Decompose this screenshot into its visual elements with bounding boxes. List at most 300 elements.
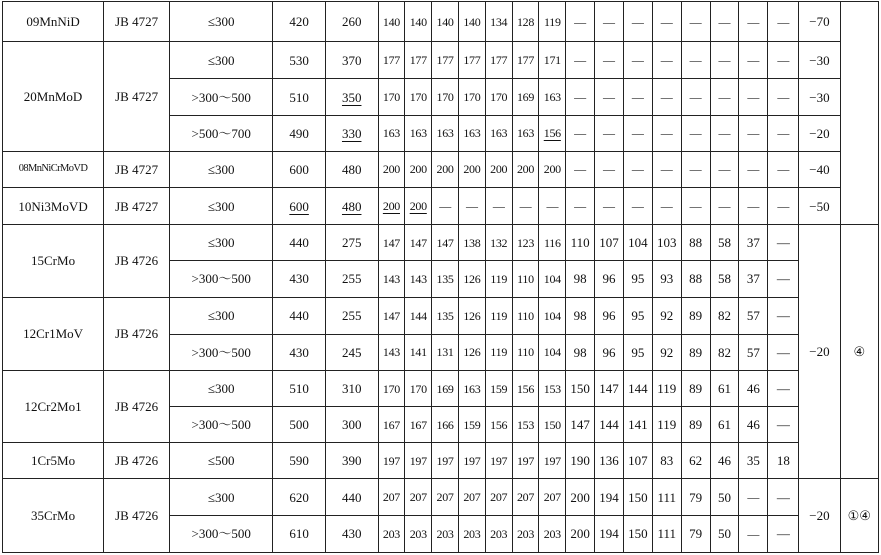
tensile-strength-cell-text: 530 (289, 52, 309, 68)
stress-value-cell (623, 42, 652, 79)
stress-value-cell (623, 187, 652, 224)
yield-strength-cell (325, 334, 378, 370)
stress-value-cell (485, 115, 512, 151)
stress-value-cell-text: 111 (657, 526, 677, 542)
stress-value-cell-text: 96 (602, 271, 616, 287)
stress-value-cell-text: — (660, 126, 673, 141)
stress-value-cell (739, 407, 768, 443)
yield-strength-cell-text: 480 (341, 198, 362, 214)
stress-value-cell (710, 151, 739, 187)
stress-value-cell-text: 98 (573, 308, 587, 324)
stress-value-cell (512, 187, 539, 224)
stress-value-cell-text: — (466, 199, 478, 214)
tensile-strength-cell-text: 600 (289, 198, 309, 214)
stress-value-cell (681, 151, 710, 187)
steel-grade-cell (3, 2, 104, 42)
thickness-cell (170, 407, 273, 443)
stress-value-cell (566, 407, 595, 443)
stress-value-cell-text: 177 (382, 53, 400, 68)
yield-strength-cell-text: 440 (341, 489, 362, 505)
thickness-cell (170, 151, 273, 187)
standard-cell-text: JB 4726 (115, 253, 159, 269)
stress-value-cell (595, 297, 624, 334)
stress-value-cell (432, 297, 459, 334)
tensile-strength-cell-text: 500 (289, 417, 309, 433)
min-temperature-cell-text: −30 (809, 89, 830, 105)
stress-value-cell-text: 163 (436, 126, 454, 141)
standard-cell (104, 443, 170, 479)
stress-value-cell-text: 119 (490, 308, 508, 323)
thickness-cell-text: ≤500 (207, 453, 235, 469)
stress-value-cell-text: 96 (602, 344, 616, 360)
note-cell-text: ④ (853, 344, 866, 360)
stress-value-cell (485, 187, 512, 224)
stress-value-cell (739, 225, 768, 261)
min-temperature-cell-text: −20 (809, 508, 830, 524)
stress-value-cell-text: — (718, 53, 731, 68)
stress-value-cell (458, 225, 485, 261)
stress-value-cell-text: 156 (543, 126, 561, 141)
stress-value-cell (405, 515, 432, 552)
min-temperature-cell (799, 151, 840, 187)
stress-value-cell (595, 261, 624, 297)
stress-value-cell-text: 126 (463, 271, 481, 286)
yield-strength-cell-text: 390 (341, 453, 362, 469)
table-row (3, 479, 879, 515)
standard-cell (104, 2, 170, 42)
stress-value-cell (405, 2, 432, 42)
stress-value-cell-text: 153 (543, 381, 561, 396)
stress-value-cell-text: 197 (436, 453, 454, 468)
stress-value-cell-text: 83 (660, 453, 674, 469)
thickness-cell (170, 370, 273, 406)
stress-value-cell-text: 144 (409, 308, 427, 323)
note-cell-text: ①④ (847, 508, 871, 524)
stress-value-cell-text: 167 (382, 417, 400, 432)
stress-value-cell-text: — (492, 199, 505, 214)
stress-value-cell-text: — (689, 199, 702, 214)
stress-value-cell (595, 187, 624, 224)
tensile-strength-cell-text: 440 (289, 308, 309, 324)
stress-value-cell (378, 334, 405, 370)
min-temperature-cell-text: −30 (809, 52, 830, 68)
thickness-cell-text: ≤300 (207, 381, 235, 396)
thickness-cell-text: ≤300 (207, 308, 235, 324)
stress-value-cell-text: 61 (718, 417, 732, 433)
stress-value-cell (485, 42, 512, 79)
stress-value-cell-text: 104 (543, 271, 561, 286)
stress-value-cell (539, 79, 566, 115)
stress-value-cell-text: — (777, 53, 790, 68)
stress-value-cell-text: — (747, 53, 760, 68)
table-row (3, 225, 879, 261)
stress-value-cell-text: — (660, 14, 673, 29)
stress-value-cell (539, 225, 566, 261)
stress-value-cell (512, 334, 539, 370)
stress-value-cell-text: 147 (570, 417, 590, 433)
stress-value-cell-text: 89 (689, 417, 703, 433)
min-temperature-cell-text: −20 (809, 125, 830, 141)
stress-value-cell-text: 177 (463, 53, 481, 68)
yield-strength-cell-text: 255 (341, 271, 362, 287)
stress-value-cell-text: — (776, 344, 790, 360)
standard-cell-text: JB 4726 (115, 326, 159, 342)
stress-value-cell-text: 126 (463, 308, 481, 323)
stress-value-cell-text: — (718, 126, 731, 141)
stress-value-cell (405, 115, 432, 151)
stress-value-cell (566, 515, 595, 552)
stress-value-cell (405, 297, 432, 334)
stress-value-cell (458, 151, 485, 187)
stress-value-cell (539, 261, 566, 297)
min-temperature-cell (799, 79, 840, 115)
stress-value-cell (681, 115, 710, 151)
yield-strength-cell (325, 515, 378, 552)
stress-value-cell-text: 119 (543, 14, 561, 29)
steel-grade-cell (3, 225, 104, 297)
stress-value-cell (539, 443, 566, 479)
stress-value-cell (768, 297, 799, 334)
table-row (3, 2, 879, 42)
stress-value-cell (681, 443, 710, 479)
stress-value-cell (405, 407, 432, 443)
table-row (3, 42, 879, 79)
stress-value-cell-text: — (747, 90, 760, 104)
thickness-cell-text: ≤300 (207, 14, 235, 30)
stress-value-cell (768, 2, 799, 42)
stress-value-cell (623, 2, 652, 42)
stress-value-cell-text: — (718, 162, 731, 177)
stress-value-cell (432, 115, 459, 151)
stress-value-cell-text: 119 (490, 271, 508, 286)
stress-value-cell (739, 187, 768, 224)
tensile-strength-cell-text: 440 (289, 235, 309, 251)
stress-value-cell-text: 135 (436, 308, 454, 323)
stress-value-cell-text: 107 (628, 453, 648, 469)
stress-value-cell-text: — (689, 162, 702, 177)
stress-value-cell-text: 170 (490, 90, 508, 104)
stress-value-cell-text: 89 (689, 344, 703, 360)
stress-value-cell-text: 197 (490, 453, 508, 468)
stress-value-cell (458, 297, 485, 334)
stress-value-cell-text: 167 (409, 417, 427, 432)
steel-grade-cell (3, 479, 104, 553)
stress-value-cell-text: 46 (746, 417, 760, 433)
stress-value-cell (623, 115, 652, 151)
stress-value-cell-text: 203 (409, 526, 427, 541)
stress-value-cell (652, 479, 681, 515)
stress-value-cell (378, 115, 405, 151)
stress-value-cell-text: 95 (631, 308, 645, 324)
stress-value-cell-text: 147 (382, 235, 400, 250)
stress-value-cell (595, 79, 624, 115)
tensile-strength-cell (273, 225, 326, 261)
stress-value-cell (566, 187, 595, 224)
stress-value-cell (485, 261, 512, 297)
thickness-cell-text: >300～500 (191, 271, 251, 287)
stress-value-cell (681, 261, 710, 297)
thickness-cell (170, 515, 273, 552)
yield-strength-cell-text: 255 (341, 308, 362, 324)
stress-value-cell (710, 225, 739, 261)
tensile-strength-cell-text: 600 (289, 161, 309, 177)
tensile-strength-cell (273, 479, 326, 515)
yield-strength-cell (325, 151, 378, 187)
standard-cell-text: JB 4726 (115, 508, 159, 524)
thickness-cell (170, 225, 273, 261)
stress-value-cell-text: 95 (631, 271, 645, 287)
stress-value-cell-text: — (631, 53, 644, 68)
stress-value-cell-text: — (603, 162, 616, 177)
yield-strength-cell (325, 370, 378, 406)
stress-value-cell (512, 370, 539, 406)
stress-value-cell (432, 225, 459, 261)
stress-value-cell-text: 197 (516, 453, 535, 468)
stress-value-cell (710, 407, 739, 443)
steel-grade-cell (3, 297, 104, 370)
stress-value-cell-text: 203 (543, 526, 561, 541)
stress-value-cell (539, 407, 566, 443)
stress-value-cell (595, 225, 624, 261)
stress-value-cell-text: 143 (382, 345, 400, 360)
stress-value-cell (768, 515, 799, 552)
stress-value-cell (595, 443, 624, 479)
stress-value-cell-text: 207 (543, 490, 561, 505)
stress-value-cell-text: 203 (516, 526, 535, 541)
stress-value-cell (681, 2, 710, 42)
standard-cell (104, 151, 170, 187)
stress-value-cell (652, 42, 681, 79)
stress-value-cell (405, 443, 432, 479)
yield-strength-cell-text: 330 (341, 125, 362, 141)
stress-value-cell-text: 89 (689, 308, 703, 324)
stress-value-cell-text: 141 (628, 417, 648, 433)
steel-grade-cell (3, 42, 104, 152)
stress-value-cell (652, 407, 681, 443)
tensile-strength-cell (273, 261, 326, 297)
stress-value-cell-text: 147 (409, 235, 427, 250)
steel-grade-cell (3, 443, 104, 479)
stress-value-cell-text: 170 (436, 90, 454, 104)
stress-value-cell-text: — (718, 14, 731, 29)
table-row (3, 151, 879, 187)
stress-value-cell (710, 187, 739, 224)
stress-value-cell-text: 170 (409, 381, 427, 396)
stress-value-cell (566, 79, 595, 115)
stress-value-cell (652, 225, 681, 261)
stress-value-cell-text: 163 (490, 126, 508, 141)
thickness-cell (170, 187, 273, 224)
tensile-strength-cell (273, 79, 326, 115)
stress-value-cell-text: 92 (660, 308, 674, 324)
stress-value-cell-text: — (776, 381, 790, 396)
stress-value-cell-text: 46 (718, 453, 732, 469)
stress-value-cell-text: 119 (657, 381, 677, 396)
stress-value-cell-text: 200 (409, 162, 427, 177)
stress-value-cell (378, 42, 405, 79)
min-temperature-cell-text: −20 (809, 344, 830, 360)
stress-value-cell-text: 159 (490, 381, 508, 396)
stress-value-cell (512, 443, 539, 479)
standard-cell-text: JB 4727 (115, 14, 159, 30)
stress-value-cell (710, 443, 739, 479)
stress-value-cell (623, 225, 652, 261)
stress-value-cell (432, 479, 459, 515)
stress-value-cell-text: — (574, 53, 587, 68)
stress-value-cell (485, 225, 512, 261)
stress-value-cell-text: 150 (570, 381, 590, 396)
note-cell (840, 2, 878, 225)
stress-value-cell-text: — (603, 90, 616, 104)
thickness-cell-text: ≤300 (207, 489, 235, 505)
yield-strength-cell-text: 300 (341, 417, 362, 433)
stress-value-cell (768, 370, 799, 406)
stress-value-cell (595, 479, 624, 515)
thickness-cell (170, 297, 273, 334)
stress-value-cell-text: 88 (689, 271, 703, 287)
stress-value-cell (710, 297, 739, 334)
stress-value-cell (405, 79, 432, 115)
standard-cell (104, 42, 170, 152)
stress-value-cell (739, 42, 768, 79)
stress-value-cell (768, 42, 799, 79)
stress-value-cell-text: 163 (382, 126, 400, 141)
standard-cell (104, 370, 170, 442)
stress-value-cell (485, 479, 512, 515)
stress-value-cell (378, 151, 405, 187)
stress-value-cell-text: 98 (573, 271, 587, 287)
stress-value-cell (652, 2, 681, 42)
stress-value-cell-text: — (631, 90, 644, 104)
stress-value-cell-text: 107 (599, 235, 619, 251)
thickness-cell (170, 261, 273, 297)
stress-value-cell-text: 163 (463, 381, 481, 396)
stress-value-cell-text: 166 (436, 417, 454, 432)
stress-value-cell (652, 297, 681, 334)
stress-value-cell-text: 150 (628, 526, 648, 542)
tensile-strength-cell (273, 151, 326, 187)
table-row (3, 297, 879, 334)
stress-value-cell (512, 151, 539, 187)
stress-value-cell (378, 407, 405, 443)
stress-value-cell (623, 334, 652, 370)
stress-value-cell (681, 297, 710, 334)
stress-value-cell (595, 115, 624, 151)
stress-value-cell-text: — (776, 235, 790, 251)
stress-value-cell (539, 479, 566, 515)
stress-value-cell-text: — (776, 417, 790, 433)
min-temperature-cell (799, 225, 840, 479)
stress-value-cell (566, 42, 595, 79)
stress-value-cell (710, 261, 739, 297)
steel-grade-cell (3, 187, 104, 224)
tensile-strength-cell (273, 2, 326, 42)
stress-value-cell-text: 134 (490, 14, 508, 29)
stress-value-cell-text: 46 (746, 381, 760, 396)
stress-value-cell-text: — (718, 90, 731, 104)
stress-value-cell-text: — (776, 489, 790, 505)
stress-value-cell (652, 370, 681, 406)
stress-value-cell-text: — (776, 526, 790, 542)
stress-value-cell-text: 147 (382, 308, 400, 323)
stress-value-cell-text: — (631, 162, 644, 177)
stress-value-cell (378, 2, 405, 42)
stress-value-cell-text: 50 (718, 526, 732, 542)
stress-value-cell (681, 187, 710, 224)
stress-value-cell-text: 140 (409, 14, 427, 29)
stress-value-cell-text: — (777, 14, 790, 29)
stress-value-cell (768, 187, 799, 224)
steel-grade-cell-text: 35CrMo (31, 508, 76, 524)
stress-value-cell (768, 479, 799, 515)
stress-value-cell-text: 138 (463, 235, 481, 250)
note-cell (840, 225, 878, 479)
thickness-cell-text: ≤300 (207, 198, 235, 214)
tensile-strength-cell-text: 430 (289, 271, 309, 287)
stress-value-cell-text: 135 (436, 271, 454, 286)
yield-strength-cell (325, 407, 378, 443)
stress-value-cell-text: 95 (631, 344, 645, 360)
thickness-cell-text: ≤300 (207, 52, 235, 68)
stress-value-cell-text: 82 (718, 308, 732, 324)
stress-value-cell (595, 42, 624, 79)
stress-value-cell-text: 58 (718, 271, 732, 287)
thickness-cell (170, 42, 273, 79)
stress-value-cell (378, 479, 405, 515)
stress-value-cell-text: — (776, 271, 790, 287)
stress-value-cell-text: 153 (516, 417, 535, 432)
stress-value-cell (458, 407, 485, 443)
stress-value-cell (458, 187, 485, 224)
steel-grade-cell-text: 12Cr2Mo1 (24, 399, 82, 415)
min-temperature-cell-text: −50 (809, 198, 830, 214)
min-temperature-cell (799, 42, 840, 79)
stress-value-cell-text: 37 (746, 235, 760, 251)
stress-value-cell-text: — (603, 14, 616, 29)
tensile-strength-cell (273, 297, 326, 334)
stress-value-cell-text: — (747, 14, 760, 29)
stress-value-cell-text: 200 (382, 162, 400, 177)
stress-value-cell (710, 479, 739, 515)
thickness-cell-text: >300～500 (191, 89, 251, 105)
stress-value-cell-text: 200 (463, 162, 481, 177)
table-row (3, 370, 879, 406)
stress-value-cell-text: — (603, 126, 616, 141)
stress-value-cell (512, 79, 539, 115)
stress-value-cell-text: 169 (516, 90, 535, 104)
stress-value-cell (566, 151, 595, 187)
stress-value-cell (710, 115, 739, 151)
stress-value-cell-text: 200 (570, 489, 590, 505)
stress-value-cell-text: 104 (543, 308, 561, 323)
stress-value-cell (681, 370, 710, 406)
stress-value-cell (681, 334, 710, 370)
stress-value-cell (378, 515, 405, 552)
stress-value-cell (378, 79, 405, 115)
allowable-stress-table (2, 1, 879, 553)
stress-value-cell (405, 225, 432, 261)
steel-grade-cell-text: 1Cr5Mo (31, 453, 76, 469)
stress-value-cell (595, 370, 624, 406)
stress-value-cell-text: 156 (516, 381, 535, 396)
stress-value-cell (432, 407, 459, 443)
stress-value-cell-text: 207 (382, 490, 400, 505)
stress-value-cell (595, 515, 624, 552)
stress-value-cell-text: — (689, 126, 702, 141)
stress-value-cell-text: 147 (599, 381, 619, 396)
stress-value-cell-text: 200 (490, 162, 508, 177)
standard-cell (104, 225, 170, 297)
